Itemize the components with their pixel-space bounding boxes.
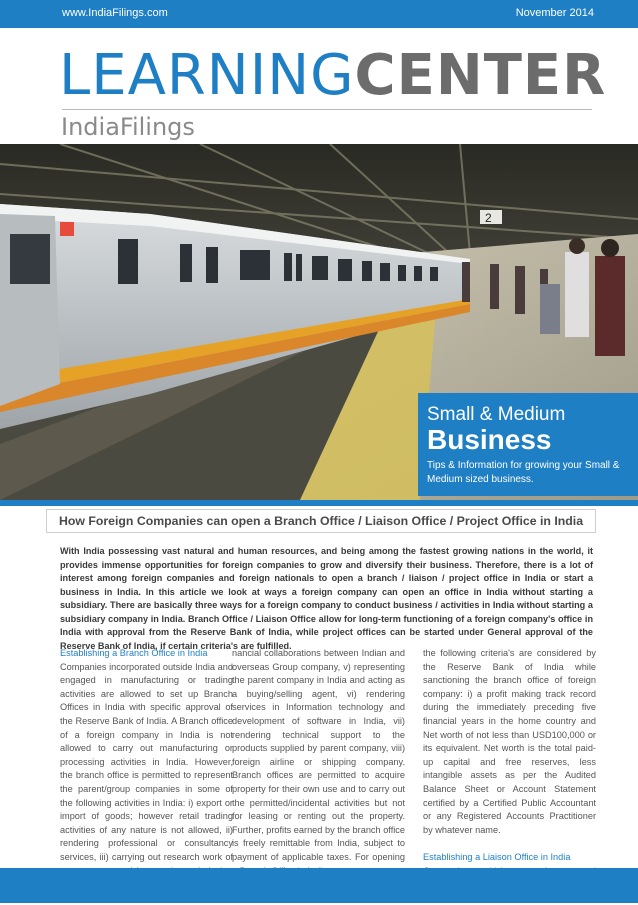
column-2-body: nancial collaborations between Indian and overseas Group company, v) representing the parent company in India and acting as a buying/selling agent, vi) rendering services in Information technology and development of software in India, vii) rendering technical support to the products supplied by parent company, viii) foreign airline or shipping company. Branch offices are permitted to acquire property for their own use and to carry out the permitted/incidental activities but not for leasing or renting out the property. Further, profits earned by the branch office is freely remittable from India, subject to payment of applicable taxes. For opening	[232, 648, 405, 862]
top-bar	[0, 0, 638, 28]
feature-box-tagline: Tips & Information for growing your Small & Medium sized business.	[427, 460, 620, 485]
article-column-1	[60, 647, 233, 892]
masthead-subtitle: IndiaFilings	[61, 113, 195, 141]
liaison-office-heading: Establishing a Liaison Office in India	[423, 851, 571, 862]
accent-band-top	[0, 500, 638, 506]
footer-band	[0, 868, 638, 903]
column-3-body: the following criteria's are considered by the Reserve Bank of India while sanctioning the branch office of foreign company: i) a profit making track record during the immediately preceding five financial years in the home country and Net worth of not less than USD100,000 or its equivalent. Net worth is the total paid-up capital and free reserves, less intangible assets as per the Audited Balance Sheet or Account Statement certified by a Certified Public Accountant or any Registered Accounts Practitioner by whatever name.	[423, 648, 596, 835]
masthead-title-bold: CENTER	[354, 43, 607, 108]
column-1-body: Companies incorporated outside India and engaged in manufacturing or trading activities are allowed to set up Branch Offices in India with specific approval of the Reserve Bank of India. A Branch office of a foreign company in India is not allowed to carry out manufacturing or processing activities in India. However, the branch office is permitted to represent the parent/group companies in some of the following activities in India: i) export or import of goods; however retail trading activities of any nature is not allowed, ii) rendering professional or consultancy services, iii) carrying out research work of	[60, 661, 233, 862]
feature-box	[418, 393, 638, 496]
masthead-title-light: LEARNING	[59, 43, 355, 108]
issue-date: November 2014	[515, 7, 594, 19]
masthead-title	[59, 43, 607, 108]
article-column-3	[423, 647, 596, 905]
masthead-divider	[62, 109, 592, 110]
article-title: How Foreign Companies can open a Branch Office / Liaison Office / Project Office in India	[46, 509, 596, 533]
website-link[interactable]: www.IndiaFilings.com	[62, 7, 168, 19]
article-intro: With India possessing vast natural and human resources, and being among the fastest growing nations in the world, it provides immense opportunities for foreign companies to grow and diversify their business. Therefore, there is a lot of interest among foreign companies and foreign nationals to open a branch / liaison / project office in India or start a business in India. In this article we look at ways a foreign company can open an office in India without starting a subsidiary. There are basically three ways for a foreign company to conduct business / activities in India without starting a subsidiary company in India. Branch Office / Liaison Office allow for long-term functioning of a foreign company's office in India with approval from the Reserve Bank of India, while project offices can be started under General approval of the Reserve Bank of India, if certain criteria's are fulfilled.	[60, 546, 593, 651]
feature-box-line1: Small & Medium	[427, 404, 566, 425]
platform-number: 2	[485, 211, 492, 225]
article-column-2	[232, 647, 405, 878]
branch-office-heading: Establishing a Branch Office in India	[60, 648, 208, 658]
feature-box-line2: Business	[427, 424, 552, 455]
